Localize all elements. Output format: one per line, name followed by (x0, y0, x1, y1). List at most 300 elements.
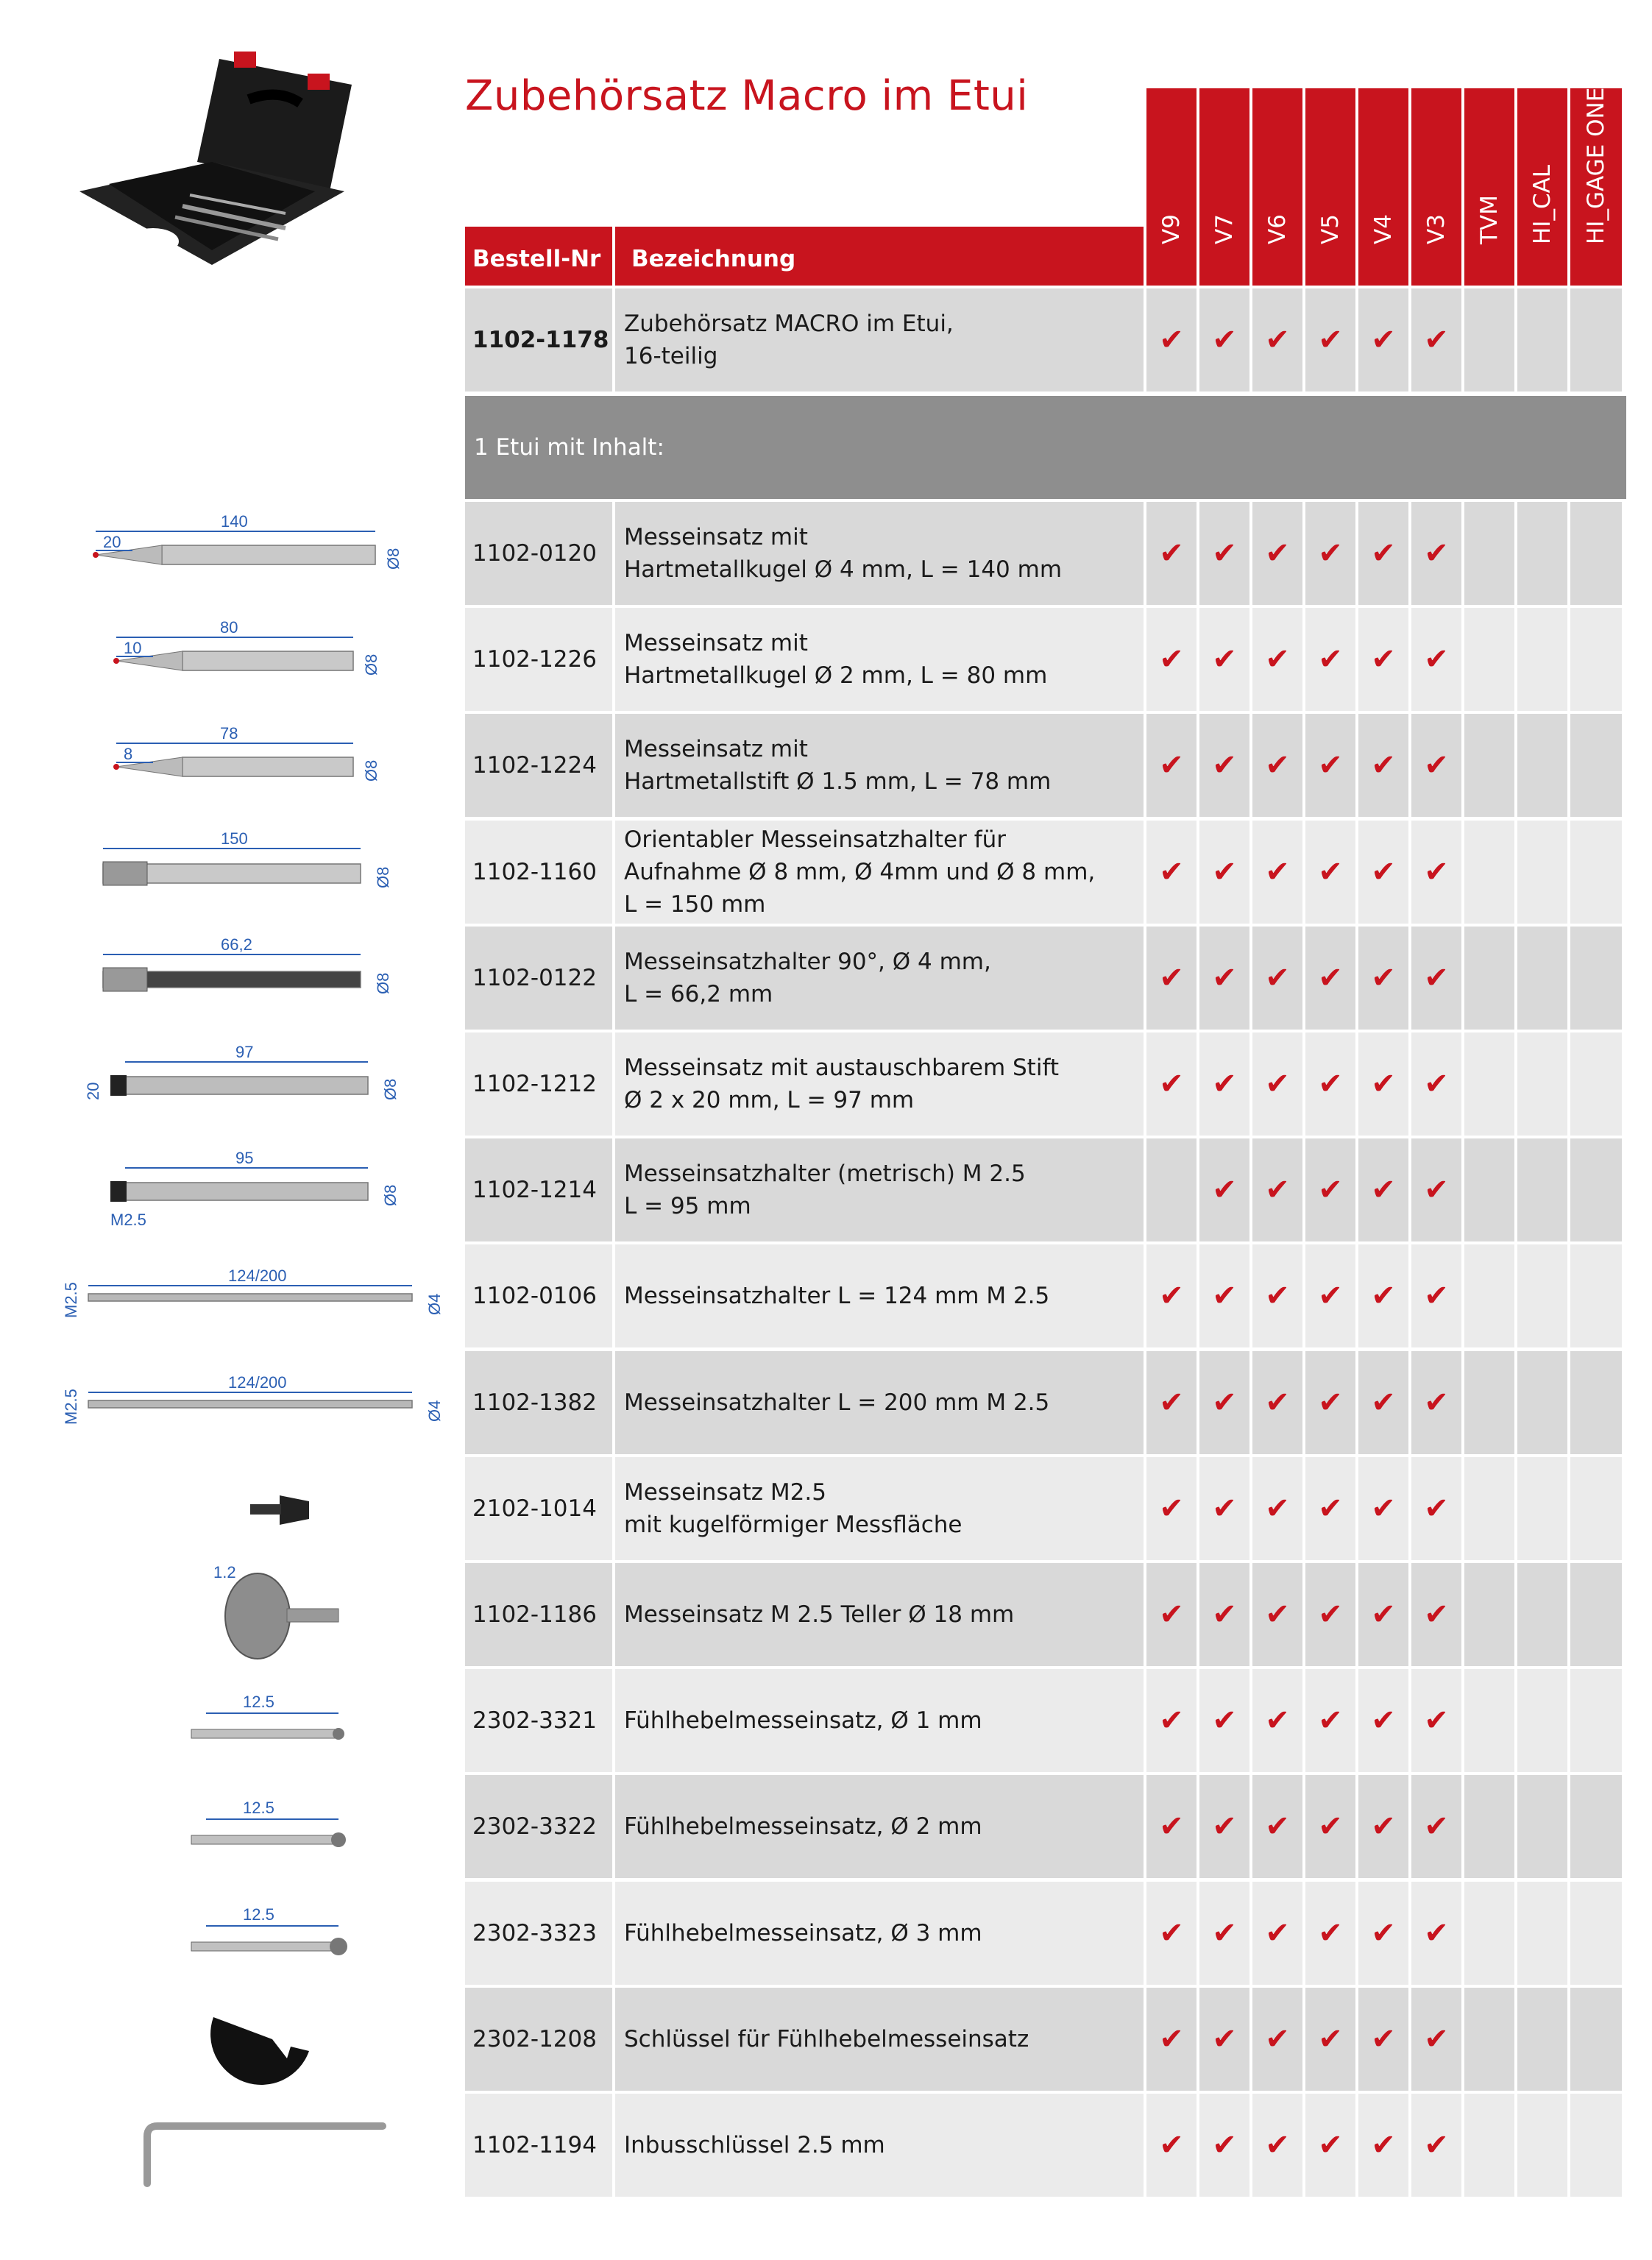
check-cell-hi-cal (1517, 1351, 1567, 1454)
check-cell-v4 (1358, 1457, 1408, 1560)
check-cell-hi-gage-one (1570, 1457, 1622, 1560)
check-cell-v7 (1199, 821, 1249, 924)
check-icon: ✔ (1371, 1173, 1396, 1207)
check-cell-v7 (1199, 1775, 1249, 1878)
dimension-label: 150 (221, 829, 248, 848)
check-cell-hi-gage-one (1570, 1669, 1622, 1772)
check-cell-v7 (1199, 1882, 1249, 1985)
check-icon: ✔ (1212, 748, 1237, 782)
check-icon: ✔ (1265, 855, 1290, 889)
check-cell-v7 (1199, 502, 1249, 605)
check-cell-hi-cal (1517, 714, 1567, 817)
item-drawing (66, 821, 449, 924)
item-description: Fühlhebelmesseinsatz, Ø 1 mm (615, 1669, 1144, 1772)
check-cell-v7 (1199, 714, 1249, 817)
check-icon: ✔ (1159, 748, 1184, 782)
order-number: 2302-3323 (465, 1882, 612, 1985)
table-row (465, 608, 1626, 711)
item-drawing (66, 1457, 449, 1560)
dimension-label: 97 (235, 1043, 254, 1061)
dimension-label: 12.5 (243, 1799, 274, 1817)
check-icon: ✔ (1159, 1386, 1184, 1420)
check-cell-v9 (1146, 288, 1197, 392)
check-cell-v3 (1411, 1457, 1461, 1560)
check-cell-v7 (1199, 1032, 1249, 1136)
check-icon: ✔ (1212, 1704, 1237, 1737)
check-cell-v4 (1358, 1032, 1408, 1136)
check-cell-hi-gage-one (1570, 714, 1622, 817)
check-cell-v4 (1358, 821, 1408, 924)
table-row (465, 1244, 1626, 1347)
col-header-order-no: Bestell-Nr (465, 227, 612, 286)
check-cell-hi-gage-one (1570, 502, 1622, 605)
dimension-label: Ø8 (362, 759, 380, 782)
check-cell-v9 (1146, 821, 1197, 924)
check-icon: ✔ (1265, 536, 1290, 570)
check-cell-v9 (1146, 502, 1197, 605)
order-number: 2302-3322 (465, 1775, 612, 1878)
check-icon: ✔ (1424, 1492, 1449, 1526)
check-icon: ✔ (1424, 1279, 1449, 1313)
dimension-label: 140 (221, 512, 248, 531)
dimension-label: Ø8 (381, 1078, 400, 1100)
item-drawing (66, 714, 449, 817)
table-row (465, 1882, 1626, 1985)
dimension-label: 95 (235, 1149, 254, 1167)
check-icon: ✔ (1371, 536, 1396, 570)
item-description: Messeinsatz M2.5 mit kugelförmiger Messfläche (615, 1457, 1144, 1560)
check-cell-v9 (1146, 1775, 1197, 1878)
order-number: 1102-1186 (465, 1563, 612, 1666)
check-icon: ✔ (1371, 2128, 1396, 2162)
check-icon: ✔ (1318, 1067, 1343, 1101)
check-icon: ✔ (1265, 1810, 1290, 1843)
check-cell-hi-cal (1517, 502, 1567, 605)
table-row (465, 1988, 1626, 2091)
item-drawing (66, 1988, 449, 2091)
table-row (465, 1669, 1626, 1772)
check-cell-v6 (1252, 1138, 1302, 1241)
check-cell-v4 (1358, 1669, 1408, 1772)
check-cell-v9 (1146, 608, 1197, 711)
dimension-label: 78 (220, 724, 238, 743)
check-cell-v4 (1358, 1244, 1408, 1347)
check-icon: ✔ (1424, 855, 1449, 889)
check-icon: ✔ (1265, 2128, 1290, 2162)
check-cell-tvm (1464, 927, 1514, 1030)
check-cell-v3 (1411, 2094, 1461, 2197)
check-cell-hi-gage-one (1570, 1244, 1622, 1347)
check-icon: ✔ (1371, 748, 1396, 782)
check-cell-v6 (1252, 714, 1302, 817)
check-icon: ✔ (1424, 323, 1449, 357)
check-cell-hi-cal (1517, 288, 1567, 392)
check-cell-v4 (1358, 1138, 1408, 1241)
order-number: 1102-1160 (465, 821, 612, 924)
col-header-v6: V6 (1252, 88, 1302, 286)
order-number: 1102-1226 (465, 608, 612, 711)
check-cell-v5 (1305, 1563, 1355, 1666)
check-icon: ✔ (1212, 1173, 1237, 1207)
check-cell-v6 (1252, 821, 1302, 924)
dimension-label: M2.5 (62, 1282, 80, 1318)
check-cell-v3 (1411, 1669, 1461, 1772)
check-cell-tvm (1464, 1457, 1514, 1560)
table-row (465, 1457, 1626, 1560)
check-cell-hi-gage-one (1570, 288, 1622, 392)
check-icon: ✔ (1424, 1916, 1449, 1950)
check-cell-hi-cal (1517, 927, 1567, 1030)
check-cell-tvm (1464, 288, 1514, 392)
order-number: 1102-1224 (465, 714, 612, 817)
table-row (465, 502, 1626, 605)
check-icon: ✔ (1371, 961, 1396, 995)
check-cell-v7 (1199, 608, 1249, 711)
check-cell-v3 (1411, 1032, 1461, 1136)
check-cell-v4 (1358, 608, 1408, 711)
col-header-v4: V4 (1358, 88, 1408, 286)
check-icon: ✔ (1265, 1598, 1290, 1632)
check-icon: ✔ (1371, 1279, 1396, 1313)
dimension-label: 66,2 (221, 935, 252, 954)
item-description: Messeinsatz mit Hartmetallkugel Ø 4 mm, L = 140 mm (615, 502, 1144, 605)
check-icon: ✔ (1212, 1067, 1237, 1101)
check-cell-v4 (1358, 927, 1408, 1030)
check-icon: ✔ (1159, 2022, 1184, 2056)
check-cell-v6 (1252, 1563, 1302, 1666)
check-icon: ✔ (1212, 855, 1237, 889)
check-cell-v4 (1358, 1563, 1408, 1666)
check-cell-v5 (1305, 1882, 1355, 1985)
check-icon: ✔ (1424, 748, 1449, 782)
check-icon: ✔ (1424, 2022, 1449, 2056)
check-icon: ✔ (1424, 536, 1449, 570)
check-icon: ✔ (1159, 1704, 1184, 1737)
dimension-label: M2.5 (110, 1211, 146, 1229)
item-description: Schlüssel für Fühlhebelmesseinsatz (615, 1988, 1144, 2091)
check-cell-hi-cal (1517, 608, 1567, 711)
check-cell-hi-gage-one (1570, 1775, 1622, 1878)
check-cell-v5 (1305, 2094, 1355, 2197)
check-cell-tvm (1464, 1882, 1514, 1985)
check-cell-v9 (1146, 927, 1197, 1030)
check-cell-v3 (1411, 502, 1461, 605)
check-icon: ✔ (1371, 323, 1396, 357)
check-cell-hi-cal (1517, 821, 1567, 924)
check-cell-v7 (1199, 288, 1249, 392)
col-header-description: Bezeichnung (615, 227, 1144, 286)
order-number: 2302-1208 (465, 1988, 612, 2091)
check-icon: ✔ (1212, 1386, 1237, 1420)
dimension-label: Ø8 (374, 866, 392, 888)
check-cell-tvm (1464, 714, 1514, 817)
check-cell-v6 (1252, 1988, 1302, 2091)
check-cell-tvm (1464, 2094, 1514, 2197)
check-cell-hi-cal (1517, 1032, 1567, 1136)
check-cell-v3 (1411, 714, 1461, 817)
check-cell-hi-cal (1517, 1138, 1567, 1241)
check-cell-tvm (1464, 1138, 1514, 1241)
dimension-label: 1.2 (213, 1563, 236, 1581)
item-description: Fühlhebelmesseinsatz, Ø 2 mm (615, 1775, 1144, 1878)
check-cell-v9 (1146, 1138, 1197, 1241)
dimension-label: 8 (124, 745, 133, 763)
order-number: 2302-3321 (465, 1669, 612, 1772)
check-icon: ✔ (1159, 536, 1184, 570)
item-drawing (66, 502, 449, 605)
check-cell-v9 (1146, 714, 1197, 817)
check-icon: ✔ (1265, 961, 1290, 995)
dimension-label: Ø8 (362, 653, 380, 676)
check-cell-v5 (1305, 1669, 1355, 1772)
check-icon: ✔ (1265, 1173, 1290, 1207)
check-cell-v7 (1199, 1457, 1249, 1560)
dimension-label: Ø4 (425, 1400, 444, 1422)
check-cell-v7 (1199, 1988, 1249, 2091)
check-cell-v7 (1199, 1138, 1249, 1241)
check-icon: ✔ (1212, 323, 1237, 357)
item-description: Messeinsatzhalter (metrisch) M 2.5 L = 95 mm (615, 1138, 1144, 1241)
page-title: Zubehörsatz Macro im Etui (465, 72, 1029, 120)
check-icon: ✔ (1424, 1810, 1449, 1843)
item-drawing (62, 1244, 449, 1347)
check-icon: ✔ (1159, 1279, 1184, 1313)
col-header-hi-cal: HI_CAL (1517, 88, 1567, 286)
table-row (465, 714, 1626, 817)
check-cell-tvm (1464, 1988, 1514, 2091)
check-cell-v5 (1305, 1351, 1355, 1454)
check-cell-tvm (1464, 502, 1514, 605)
check-cell-v6 (1252, 2094, 1302, 2197)
check-icon: ✔ (1318, 1386, 1343, 1420)
check-icon: ✔ (1371, 1810, 1396, 1843)
item-drawing (62, 1351, 449, 1454)
check-cell-v3 (1411, 1775, 1461, 1878)
table-row (465, 1775, 1626, 1878)
check-cell-tvm (1464, 821, 1514, 924)
check-icon: ✔ (1371, 642, 1396, 676)
check-cell-v6 (1252, 608, 1302, 711)
item-description: Messeinsatz M 2.5 Teller Ø 18 mm (615, 1563, 1144, 1666)
table-row (465, 1563, 1626, 1666)
check-cell-v5 (1305, 714, 1355, 817)
check-cell-v3 (1411, 1244, 1461, 1347)
table-row (465, 1032, 1626, 1136)
check-icon: ✔ (1424, 961, 1449, 995)
check-icon: ✔ (1371, 1916, 1396, 1950)
check-cell-hi-gage-one (1570, 608, 1622, 711)
col-header-v7: V7 (1199, 88, 1249, 286)
check-icon: ✔ (1371, 1492, 1396, 1526)
check-icon: ✔ (1159, 642, 1184, 676)
check-cell-v9 (1146, 1669, 1197, 1772)
check-cell-v3 (1411, 1988, 1461, 2091)
check-icon: ✔ (1318, 1916, 1343, 1950)
item-description: Messeinsatzhalter 90°, Ø 4 mm, L = 66,2 mm (615, 927, 1144, 1030)
check-cell-hi-cal (1517, 1669, 1567, 1772)
check-cell-hi-cal (1517, 1988, 1567, 2091)
check-cell-v7 (1199, 1244, 1249, 1347)
case-illustration (65, 44, 366, 280)
check-cell-v3 (1411, 927, 1461, 1030)
order-number: 1102-1194 (465, 2094, 612, 2197)
check-cell-hi-cal (1517, 1882, 1567, 1985)
section-label: 1 Etui mit Inhalt: (465, 396, 1626, 499)
check-cell-v9 (1146, 2094, 1197, 2197)
check-cell-v5 (1305, 927, 1355, 1030)
check-cell-v9 (1146, 1351, 1197, 1454)
check-cell-hi-cal (1517, 1457, 1567, 1560)
item-drawing (66, 608, 449, 711)
check-cell-hi-gage-one (1570, 2094, 1622, 2197)
check-cell-v6 (1252, 1032, 1302, 1136)
check-cell-v5 (1305, 1032, 1355, 1136)
check-cell-hi-gage-one (1570, 1351, 1622, 1454)
dimension-label: 20 (103, 533, 121, 551)
item-drawing (66, 1669, 449, 1772)
check-icon: ✔ (1212, 1279, 1237, 1313)
check-icon: ✔ (1159, 1916, 1184, 1950)
dimension-label: 80 (220, 618, 238, 637)
check-cell-hi-cal (1517, 1563, 1567, 1666)
check-cell-v6 (1252, 927, 1302, 1030)
col-header-v9: V9 (1146, 88, 1197, 286)
check-cell-hi-gage-one (1570, 1138, 1622, 1241)
check-cell-v4 (1358, 1988, 1408, 2091)
check-cell-v7 (1199, 2094, 1249, 2197)
check-icon: ✔ (1265, 1916, 1290, 1950)
check-cell-v4 (1358, 288, 1408, 392)
check-icon: ✔ (1371, 1067, 1396, 1101)
check-icon: ✔ (1318, 1598, 1343, 1632)
check-cell-v9 (1146, 1244, 1197, 1347)
check-cell-v6 (1252, 1351, 1302, 1454)
check-cell-hi-gage-one (1570, 1988, 1622, 2091)
check-cell-v4 (1358, 1351, 1408, 1454)
check-cell-v5 (1305, 1988, 1355, 2091)
check-icon: ✔ (1212, 2128, 1237, 2162)
item-drawing (66, 1563, 449, 1666)
check-icon: ✔ (1318, 2128, 1343, 2162)
check-icon: ✔ (1318, 961, 1343, 995)
item-drawing (66, 1882, 449, 1985)
check-icon: ✔ (1212, 961, 1237, 995)
check-cell-v7 (1199, 1351, 1249, 1454)
col-header-tvm: TVM (1464, 88, 1514, 286)
check-icon: ✔ (1265, 1386, 1290, 1420)
check-icon: ✔ (1212, 1598, 1237, 1632)
check-cell-v3 (1411, 288, 1461, 392)
check-cell-v7 (1199, 927, 1249, 1030)
order-number: 1102-0106 (465, 1244, 612, 1347)
check-cell-v3 (1411, 608, 1461, 711)
check-icon: ✔ (1318, 1279, 1343, 1313)
check-icon: ✔ (1159, 2128, 1184, 2162)
col-header-v5: V5 (1305, 88, 1355, 286)
check-icon: ✔ (1159, 1810, 1184, 1843)
table-row (465, 2094, 1626, 2197)
check-cell-v5 (1305, 502, 1355, 605)
check-cell-v5 (1305, 1138, 1355, 1241)
check-icon: ✔ (1265, 1704, 1290, 1737)
dimension-label: Ø8 (384, 548, 403, 570)
check-icon: ✔ (1212, 2022, 1237, 2056)
check-cell-tvm (1464, 1032, 1514, 1136)
check-icon: ✔ (1318, 642, 1343, 676)
item-drawing (66, 1138, 449, 1241)
dimension-label: M2.5 (62, 1389, 80, 1425)
check-cell-hi-gage-one (1570, 927, 1622, 1030)
table-row (465, 1138, 1626, 1241)
check-icon: ✔ (1159, 855, 1184, 889)
check-cell-v5 (1305, 288, 1355, 392)
table-row (465, 821, 1626, 924)
kit-order-no: 1102-1178 (465, 288, 612, 392)
check-cell-v7 (1199, 1669, 1249, 1772)
check-cell-v6 (1252, 1244, 1302, 1347)
check-icon: ✔ (1212, 1492, 1237, 1526)
item-description: Fühlhebelmesseinsatz, Ø 3 mm (615, 1882, 1144, 1985)
check-icon: ✔ (1318, 1173, 1343, 1207)
check-icon: ✔ (1424, 1598, 1449, 1632)
check-icon: ✔ (1371, 1704, 1396, 1737)
check-cell-hi-gage-one (1570, 821, 1622, 924)
check-cell-v4 (1358, 1775, 1408, 1878)
check-cell-v6 (1252, 288, 1302, 392)
item-drawing (66, 927, 449, 1030)
check-cell-v3 (1411, 1563, 1461, 1666)
check-cell-v6 (1252, 1775, 1302, 1878)
order-number: 1102-0122 (465, 927, 612, 1030)
check-icon: ✔ (1159, 961, 1184, 995)
check-cell-v3 (1411, 1882, 1461, 1985)
check-icon: ✔ (1371, 855, 1396, 889)
check-cell-tvm (1464, 1669, 1514, 1772)
check-icon: ✔ (1212, 1810, 1237, 1843)
check-icon: ✔ (1371, 2022, 1396, 2056)
check-cell-v9 (1146, 1032, 1197, 1136)
check-icon: ✔ (1371, 1598, 1396, 1632)
check-cell-v6 (1252, 1669, 1302, 1772)
check-cell-v6 (1252, 1882, 1302, 1985)
item-description: Orientabler Messeinsatzhalter für Aufnahme Ø 8 mm, Ø 4mm und Ø 8 mm, L = 150 mm (615, 821, 1144, 924)
check-cell-v9 (1146, 1457, 1197, 1560)
check-icon: ✔ (1265, 323, 1290, 357)
check-icon: ✔ (1265, 1279, 1290, 1313)
check-cell-hi-cal (1517, 1244, 1567, 1347)
check-cell-tvm (1464, 608, 1514, 711)
check-cell-hi-gage-one (1570, 1032, 1622, 1136)
check-cell-v3 (1411, 1351, 1461, 1454)
dimension-label: 124/200 (228, 1267, 287, 1285)
check-icon: ✔ (1318, 536, 1343, 570)
col-header-v3: V3 (1411, 88, 1461, 286)
order-number: 1102-1212 (465, 1032, 612, 1136)
check-cell-v6 (1252, 502, 1302, 605)
kit-row (465, 288, 1626, 392)
check-icon: ✔ (1371, 1386, 1396, 1420)
check-cell-hi-gage-one (1570, 1882, 1622, 1985)
item-drawing (66, 1032, 449, 1136)
item-description: Messeinsatz mit Hartmetallkugel Ø 2 mm, L = 80 mm (615, 608, 1144, 711)
check-icon: ✔ (1318, 1492, 1343, 1526)
check-cell-v3 (1411, 821, 1461, 924)
check-icon: ✔ (1159, 1492, 1184, 1526)
check-icon: ✔ (1318, 323, 1343, 357)
check-icon: ✔ (1265, 642, 1290, 676)
check-cell-v4 (1358, 1882, 1408, 1985)
dimension-label: 124/200 (228, 1373, 287, 1392)
